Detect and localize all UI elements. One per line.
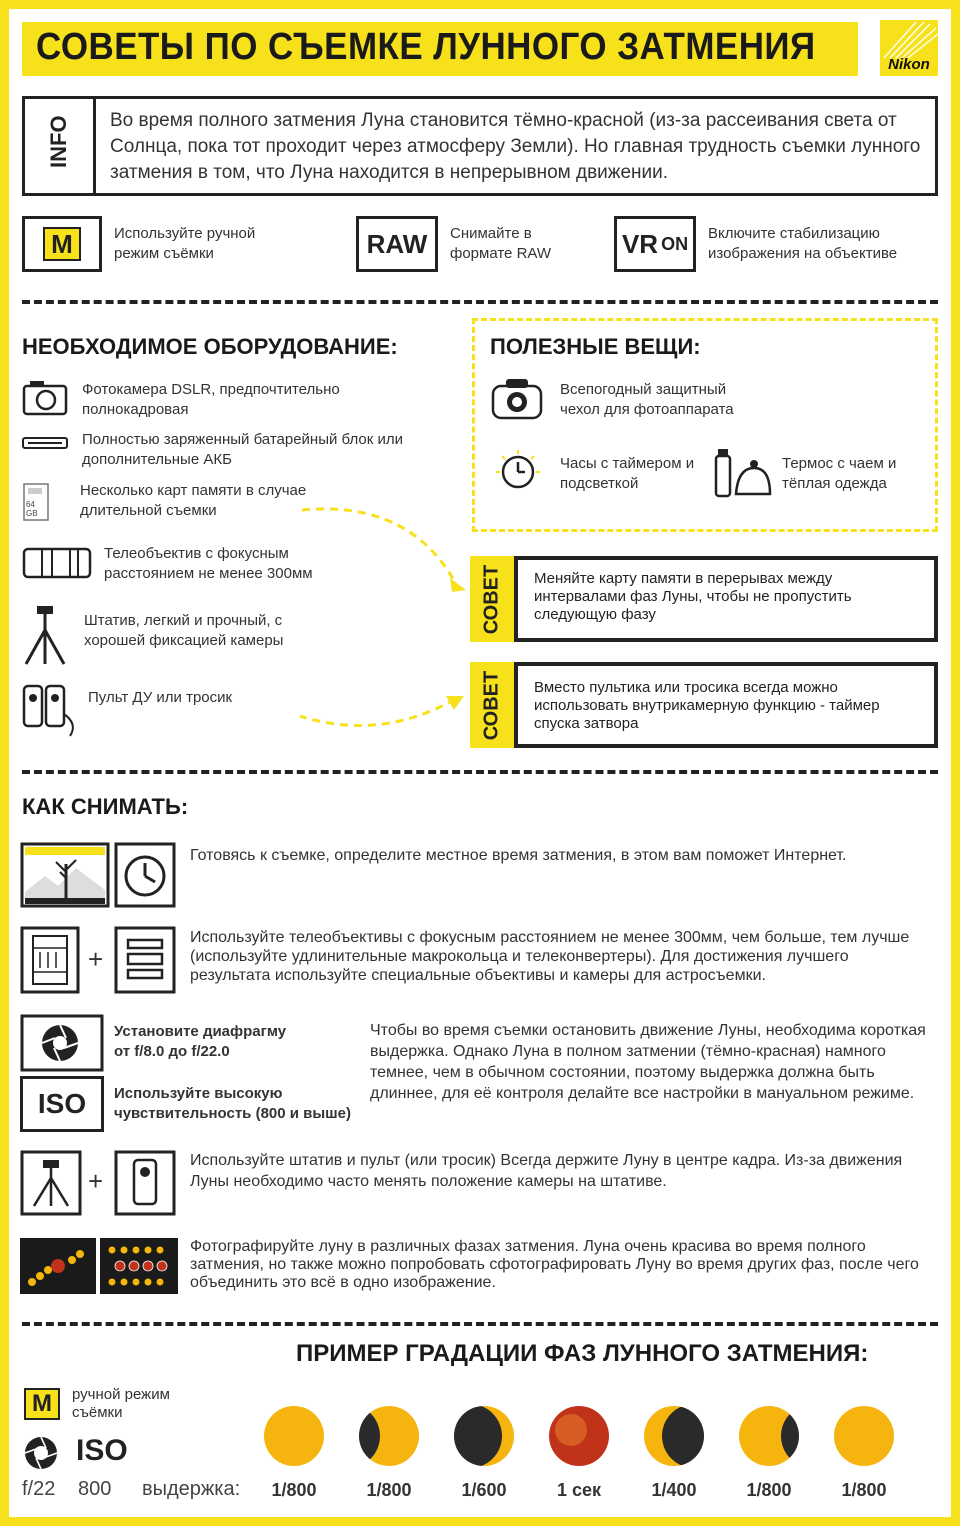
section-divider	[22, 300, 938, 304]
manual-mode-badge: M	[24, 1388, 60, 1420]
clock-icon	[494, 448, 542, 496]
step-text: Чтобы во время съемки остановить движение Луны, необходима короткая выдержка. Однако Луна в полном затмении (тёмно-красная) намного темнее, чем в обычном состоянии, поэтому выдержка должна быть длиннее, для её контроля делайте все настройки в мануальном режиме.	[370, 1022, 926, 1102]
section-divider	[22, 1322, 938, 1326]
step-text: Используйте штатив и пульт (или тросик) Всегда держите Луну в центре кадра. Из-за движения Луны необходимо часто менять положение камеры на штативе.	[190, 1152, 903, 1190]
equipment-item: Пульт ДУ или тросик	[88, 689, 233, 706]
step-text: Используйте телеобъективы с фокусным расстоянием не менее 300мм, чем больше, тем лучше (используйте удлинительные макрокольца и телеконвертеры). Для достижения лучшего результата используйте специальные объективы и камеры для астросъемки.	[190, 929, 910, 984]
lens-front-icon	[20, 926, 80, 994]
step-text: Готовясь к съемке, определите местное время затмения, в этом вам поможет Интернет.	[190, 847, 847, 864]
plus-sign: +	[88, 944, 104, 974]
equipment-item: Несколько карт памяти в случае длительной съемки	[80, 482, 307, 519]
shutter-value: 1/800	[746, 1480, 792, 1500]
remote-icon	[22, 684, 82, 742]
telephoto-lens-icon	[22, 546, 94, 580]
moon-phase-3	[452, 1404, 516, 1468]
equipment-item: Полностью заряженный батарейный блок или дополнительные АКБ	[82, 431, 403, 468]
shutter-value: 1/400	[651, 1480, 697, 1500]
useful-item: Всепогодный защитный чехол для фотоаппарата	[560, 381, 734, 418]
remote-icon	[114, 1150, 176, 1216]
useful-item: Часы с таймером и подсветкой	[560, 455, 695, 492]
page-title: СОВЕТЫ ПО СЪЕМКЕ ЛУННОГО ЗАТМЕНИЯ	[36, 26, 816, 68]
iso-badge: ISO	[20, 1076, 104, 1132]
quick-tip-manual: Используйте ручной режим съёмки	[114, 225, 256, 262]
moon-phase-2	[357, 1404, 421, 1468]
moon-phase-6	[737, 1404, 801, 1468]
plus-sign: +	[88, 1166, 104, 1196]
vr-badge: VR	[621, 228, 659, 259]
raw-badge: RAW	[356, 216, 438, 272]
shutter-value: 1 сек	[556, 1480, 602, 1500]
camera-case-icon	[490, 376, 544, 422]
shutter-value: 1/800	[366, 1480, 412, 1500]
battery-icon	[22, 436, 68, 450]
clock-icon	[114, 842, 176, 908]
mode-text: ручной режим съёмки	[72, 1386, 170, 1421]
shutter-label: выдержка:	[142, 1478, 241, 1500]
useful-item: Термос с чаем и тёплая одежда	[782, 455, 897, 492]
tip-label-cell	[470, 556, 518, 642]
useful-heading: ПОЛЕЗНЫЕ ВЕЩИ:	[490, 334, 701, 359]
shutter-value: 1/600	[461, 1480, 507, 1500]
equipment-heading: НЕОБХОДИМОЕ ОБОРУДОВАНИЕ:	[22, 334, 398, 359]
quick-tip-raw: Снимайте в формате RAW	[450, 225, 552, 262]
vr-on-label: ON	[661, 233, 689, 254]
camera-icon	[22, 378, 68, 418]
teleconverter-icon	[114, 926, 176, 994]
tip-text: Меняйте карту памяти в перерывах между интервалами фаз Луны, чтобы не пропустить следующую фазу	[534, 570, 852, 623]
section-divider	[22, 770, 938, 774]
manual-mode-badge-box	[22, 216, 102, 272]
iso-label: Используйте высокую чувствительность (800 и выше)	[114, 1085, 352, 1122]
moon-phase-4	[547, 1404, 611, 1468]
equipment-item: Телеобъектив с фокусным расстоянием не менее 300мм	[104, 545, 313, 582]
night-landscape-icon	[20, 842, 110, 908]
tripod-icon	[22, 604, 68, 666]
quick-tip-vr: Включите стабилизацию изображения на объективе	[708, 225, 898, 262]
brand-name: Nikon	[888, 56, 930, 73]
vr-badge-box	[614, 216, 696, 272]
memory-card-label: 64 GB	[26, 500, 38, 518]
tripod-icon	[20, 1150, 82, 1216]
aperture-icon	[22, 1434, 60, 1472]
step-text: Фотографируйте луну в различных фазах затмения. Луна очень красива во время полного затмения, но также можно попробовать сфотографировать Луну во время других фаз, после чего объединить это всё в одно изображение.	[190, 1238, 919, 1291]
eclipse-grid-icon	[100, 1238, 178, 1294]
equipment-item: Штатив, легкий и прочный, с хорошей фиксацией камеры	[84, 612, 284, 649]
info-label: INFO	[46, 115, 71, 168]
moon-phase-1	[262, 1404, 326, 1468]
howto-heading: КАК СНИМАТЬ:	[22, 794, 189, 819]
tip-text: Вместо пультика или тросика всегда можно использовать внутрикамерную функцию - таймер спуска затвора	[534, 679, 880, 732]
iso-badge: ISO	[76, 1434, 128, 1467]
shutter-value: 1/800	[271, 1480, 317, 1500]
moon-phase-7	[832, 1404, 896, 1468]
tip-label: СОВЕТ	[480, 670, 503, 740]
moon-phase-5	[642, 1404, 706, 1468]
tip-connector-arrows	[300, 500, 480, 740]
aperture-label: Установите диафрагму от f/8.0 до f/22.0	[114, 1023, 287, 1060]
info-text: Во время полного затмения Луна становится тёмно-красной (из-за рассеивания света от Солнца, пока тот проходит через атмосферу Земли). Но главная трудность съемки лунного затмения в том, что Луна находится в непрерывном движении.	[110, 110, 921, 183]
equipment-item: Фотокамера DSLR, предпочтительно полнокадровая	[82, 381, 340, 418]
tip-label-cell	[470, 662, 518, 748]
tip-label: СОВЕТ	[480, 564, 503, 634]
iso-value: 800	[78, 1478, 112, 1500]
example-heading: ПРИМЕР ГРАДАЦИИ ФАЗ ЛУННОГО ЗАТМЕНИЯ:	[296, 1340, 869, 1367]
shutter-value: 1/800	[841, 1480, 887, 1500]
eclipse-sequence-icon	[20, 1238, 96, 1294]
nikon-rays-icon	[880, 20, 938, 60]
thermos-icon	[712, 446, 772, 498]
aperture-icon	[20, 1014, 104, 1072]
aperture-value: f/22	[22, 1478, 56, 1500]
manual-mode-badge: M	[43, 227, 81, 261]
